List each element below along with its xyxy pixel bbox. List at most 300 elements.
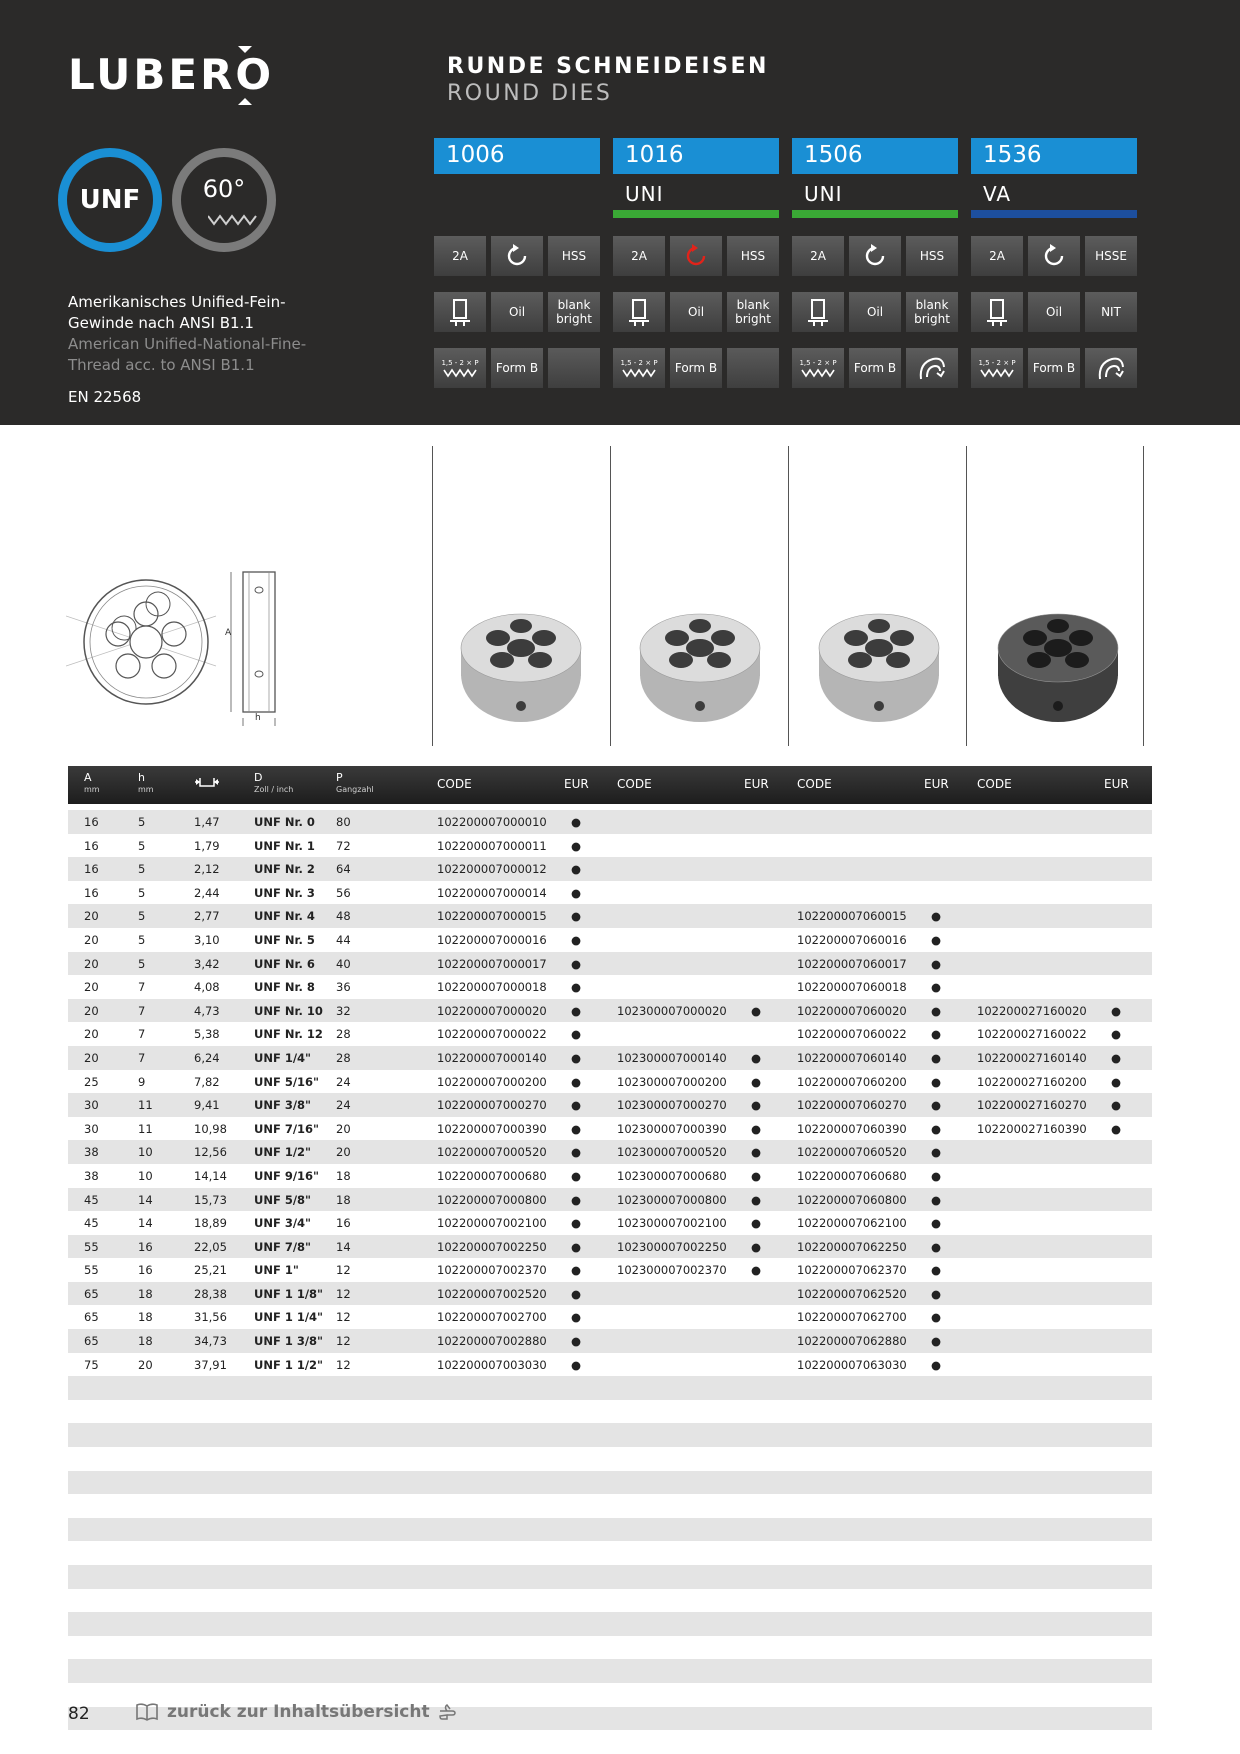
cell-d: UNF 1" bbox=[254, 1263, 299, 1278]
thread-profile-icon bbox=[208, 213, 258, 227]
cell-eur-1506: ● bbox=[931, 956, 942, 971]
table-row bbox=[68, 1282, 1152, 1306]
cell-code-1006: 102200007000012 bbox=[437, 862, 547, 877]
cell-code-1506: 102200007060680 bbox=[797, 1168, 907, 1183]
technical-drawing bbox=[66, 556, 316, 726]
cell-code-1536: 102200027160200 bbox=[977, 1074, 1087, 1089]
thread-pitch-icon bbox=[434, 348, 486, 388]
cell-code-1016: 102300007000800 bbox=[617, 1192, 727, 1207]
cell-width: 1,79 bbox=[194, 838, 220, 853]
empty-table-row bbox=[68, 1659, 1152, 1683]
cell-code-1006: 102200007002100 bbox=[437, 1216, 547, 1231]
cell-eur-1006: ● bbox=[571, 1003, 582, 1018]
cell-a: 16 bbox=[84, 815, 99, 829]
cell-width: 18,89 bbox=[194, 1216, 227, 1231]
cell-code-1006: 102200007000016 bbox=[437, 932, 547, 947]
cell-code-1506: 102200007060018 bbox=[797, 980, 907, 995]
cell-eur-1506: ● bbox=[931, 1357, 942, 1372]
die-holder-icon bbox=[971, 292, 1023, 332]
cell-d: UNF 1 1/2" bbox=[254, 1357, 324, 1372]
cell-code-1016: 102300007000520 bbox=[617, 1145, 727, 1160]
cell-eur-1006: ● bbox=[571, 862, 582, 877]
column-divider bbox=[610, 446, 611, 746]
description-en: American Unified-National-Fine-Thread acc. to ANSI B1.1 bbox=[68, 335, 307, 374]
pointing-hand-icon bbox=[438, 1703, 460, 1721]
cell-eur-1006: ● bbox=[571, 1239, 582, 1254]
cell-code-1006: 102200007002520 bbox=[437, 1286, 547, 1301]
cell-code-1536: 102200027160020 bbox=[977, 1003, 1087, 1018]
cell-h: 5 bbox=[138, 838, 146, 853]
cell-h: 5 bbox=[138, 956, 146, 971]
cell-width: 28,38 bbox=[194, 1286, 227, 1301]
width-across-icon bbox=[194, 776, 220, 791]
cell-a: 20 bbox=[84, 932, 99, 947]
empty-table-row bbox=[68, 1423, 1152, 1447]
cell-code-1006: 102200007000520 bbox=[437, 1145, 547, 1160]
cell-code-1006: 102200007000270 bbox=[437, 1098, 547, 1113]
cell-code-1506: 102200007062250 bbox=[797, 1239, 907, 1254]
property-label: NIT bbox=[1085, 292, 1137, 332]
property-label: 2A bbox=[434, 236, 486, 276]
cell-d: UNF 5/16" bbox=[254, 1074, 320, 1089]
cell-h: 16 bbox=[138, 1239, 153, 1254]
cell-d: UNF Nr. 8 bbox=[254, 980, 315, 995]
cell-eur-1006: ● bbox=[571, 1050, 582, 1065]
cell-eur-1506: ● bbox=[931, 1263, 942, 1278]
table-row bbox=[68, 952, 1152, 976]
empty-table-row bbox=[68, 1612, 1152, 1636]
cell-code-1006: 102200007000015 bbox=[437, 909, 547, 924]
cell-width: 9,41 bbox=[194, 1098, 220, 1113]
cell-a: 16 bbox=[84, 885, 99, 900]
cell-h: 5 bbox=[138, 862, 146, 877]
product-variant: UNI bbox=[804, 182, 843, 206]
table-body bbox=[68, 810, 1152, 1754]
cell-eur-1006: ● bbox=[571, 1121, 582, 1136]
empty-property-box bbox=[548, 348, 600, 388]
product-bar bbox=[971, 210, 1137, 218]
cell-code-1506: 102200007060390 bbox=[797, 1121, 907, 1136]
cell-eur-1506: ● bbox=[931, 1003, 942, 1018]
toc-link-label: zurück zur Inhaltsübersicht bbox=[167, 1702, 430, 1722]
cell-d: UNF Nr. 12 bbox=[254, 1027, 323, 1042]
cell-code-1506: 102200007062370 bbox=[797, 1263, 907, 1278]
round-die-image bbox=[816, 612, 942, 728]
cell-p: 40 bbox=[336, 956, 351, 971]
cell-eur-1536: ● bbox=[1111, 1121, 1122, 1136]
cell-h: 18 bbox=[138, 1334, 153, 1349]
cell-code-1506: 102200007063030 bbox=[797, 1357, 907, 1372]
property-label: blank bright bbox=[548, 292, 600, 332]
thread-pitch-icon bbox=[971, 348, 1023, 388]
empty-table-row bbox=[68, 1565, 1152, 1589]
cell-a: 38 bbox=[84, 1145, 99, 1160]
property-label: blank bright bbox=[906, 292, 958, 332]
cell-code-1016: 102300007000140 bbox=[617, 1050, 727, 1065]
cell-eur-1506: ● bbox=[931, 1168, 942, 1183]
cell-d: UNF 1 1/4" bbox=[254, 1310, 324, 1325]
cell-code-1506: 102200007060017 bbox=[797, 956, 907, 971]
header-eur-1006: EUR bbox=[564, 777, 589, 791]
cell-eur-1006: ● bbox=[571, 1357, 582, 1372]
cell-h: 7 bbox=[138, 1027, 146, 1042]
spiral-flute-icon bbox=[1085, 348, 1137, 388]
cell-width: 1,47 bbox=[194, 815, 220, 829]
cell-code-1006: 102200007000018 bbox=[437, 980, 547, 995]
cell-width: 2,44 bbox=[194, 885, 220, 900]
cell-p: 16 bbox=[336, 1216, 351, 1231]
table-header bbox=[68, 766, 1152, 804]
cell-code-1506: 102200007062880 bbox=[797, 1334, 907, 1349]
property-label: Oil bbox=[491, 292, 543, 332]
table-row bbox=[68, 1188, 1152, 1212]
cell-width: 31,56 bbox=[194, 1310, 227, 1325]
product-column-1506 bbox=[792, 138, 958, 218]
cell-p: 48 bbox=[336, 909, 351, 924]
product-number: 1016 bbox=[613, 138, 779, 174]
table-row bbox=[68, 1258, 1152, 1282]
property-label: Form B bbox=[670, 348, 722, 388]
cell-eur-1536: ● bbox=[1111, 1074, 1122, 1089]
die-holder-icon bbox=[434, 292, 486, 332]
table-row bbox=[68, 1093, 1152, 1117]
cell-eur-1506: ● bbox=[931, 980, 942, 995]
cell-eur-1506: ● bbox=[931, 1286, 942, 1301]
empty-table-row bbox=[68, 1471, 1152, 1495]
description-de: Amerikanisches Unified-Fein-Gewinde nach ANSI B1.1 bbox=[68, 293, 286, 332]
rotate-ccw-icon bbox=[1028, 236, 1080, 276]
cell-h: 16 bbox=[138, 1263, 153, 1278]
cell-eur-1016: ● bbox=[751, 1263, 762, 1278]
cell-d: UNF Nr. 5 bbox=[254, 932, 315, 947]
cell-a: 55 bbox=[84, 1239, 99, 1254]
cell-code-1536: 102200027160270 bbox=[977, 1098, 1087, 1113]
empty-table-row bbox=[68, 1730, 1152, 1754]
cell-h: 18 bbox=[138, 1310, 153, 1325]
round-die-image bbox=[995, 612, 1121, 728]
cell-code-1506: 102200007060140 bbox=[797, 1050, 907, 1065]
cell-p: 14 bbox=[336, 1239, 351, 1254]
brand-logo: LUBERO bbox=[68, 50, 275, 99]
cell-code-1006: 102200007000011 bbox=[437, 838, 547, 853]
cell-h: 14 bbox=[138, 1216, 153, 1231]
die-holder-icon bbox=[792, 292, 844, 332]
cell-width: 2,12 bbox=[194, 862, 220, 877]
cell-h: 5 bbox=[138, 909, 146, 924]
dimension-a-label: A bbox=[225, 628, 232, 638]
table-row bbox=[68, 1164, 1152, 1188]
cell-p: 32 bbox=[336, 1003, 351, 1018]
page-header bbox=[0, 0, 1240, 425]
table-row bbox=[68, 904, 1152, 928]
cell-eur-1506: ● bbox=[931, 1027, 942, 1042]
cell-code-1506: 102200007062520 bbox=[797, 1286, 907, 1301]
cell-d: UNF 1/4" bbox=[254, 1050, 312, 1065]
cell-d: UNF 1 1/8" bbox=[254, 1286, 324, 1301]
cell-eur-1016: ● bbox=[751, 1121, 762, 1136]
column-divider bbox=[432, 446, 433, 746]
cell-eur-1506: ● bbox=[931, 1050, 942, 1065]
property-label: HSS bbox=[548, 236, 600, 276]
cell-d: UNF 1/2" bbox=[254, 1145, 312, 1160]
thread-angle-label: 60° bbox=[202, 175, 246, 203]
cell-code-1006: 102200007002250 bbox=[437, 1239, 547, 1254]
cell-width: 3,10 bbox=[194, 932, 220, 947]
empty-table-row bbox=[68, 1589, 1152, 1613]
cell-p: 18 bbox=[336, 1168, 351, 1183]
cell-eur-1006: ● bbox=[571, 815, 582, 829]
cell-eur-1006: ● bbox=[571, 956, 582, 971]
cell-code-1016: 102300007002250 bbox=[617, 1239, 727, 1254]
table-row bbox=[68, 881, 1152, 905]
cell-eur-1006: ● bbox=[571, 838, 582, 853]
cell-code-1536: 102200027160390 bbox=[977, 1121, 1087, 1136]
thread-pitch-icon bbox=[613, 348, 665, 388]
cell-h: 10 bbox=[138, 1168, 153, 1183]
table-row bbox=[68, 1235, 1152, 1259]
cell-eur-1006: ● bbox=[571, 1145, 582, 1160]
book-icon bbox=[135, 1702, 159, 1722]
page-number: 82 bbox=[68, 1704, 90, 1724]
rotate-ccw-icon bbox=[849, 236, 901, 276]
product-variant bbox=[434, 174, 600, 210]
empty-table-row bbox=[68, 1636, 1152, 1660]
cell-eur-1006: ● bbox=[571, 1216, 582, 1231]
cell-a: 65 bbox=[84, 1310, 99, 1325]
cell-eur-1506: ● bbox=[931, 1074, 942, 1089]
cell-p: 20 bbox=[336, 1121, 351, 1136]
product-column-1006 bbox=[434, 138, 600, 218]
table-row bbox=[68, 1117, 1152, 1141]
cell-d: UNF Nr. 10 bbox=[254, 1003, 323, 1018]
cell-code-1536: 102200027160140 bbox=[977, 1050, 1087, 1065]
page-title-de: RUNDE SCHNEIDEISEN bbox=[447, 54, 769, 79]
header-eur-1506: EUR bbox=[924, 777, 949, 791]
cell-eur-1016: ● bbox=[751, 1145, 762, 1160]
cell-width: 3,42 bbox=[194, 956, 220, 971]
cell-p: 24 bbox=[336, 1074, 351, 1089]
cell-code-1006: 102200007000800 bbox=[437, 1192, 547, 1207]
cell-code-1006: 102200007000022 bbox=[437, 1027, 547, 1042]
product-bar bbox=[434, 210, 600, 218]
thread-type-label: UNF bbox=[79, 185, 141, 215]
cell-eur-1536: ● bbox=[1111, 1027, 1122, 1042]
property-label: Oil bbox=[670, 292, 722, 332]
cell-eur-1016: ● bbox=[751, 1074, 762, 1089]
cell-width: 14,14 bbox=[194, 1168, 227, 1183]
cell-eur-1016: ● bbox=[751, 1098, 762, 1113]
cell-eur-1506: ● bbox=[931, 1216, 942, 1231]
cell-code-1016: 102300007000390 bbox=[617, 1121, 727, 1136]
property-label: Form B bbox=[1028, 348, 1080, 388]
cell-p: 12 bbox=[336, 1286, 351, 1301]
cell-p: 12 bbox=[336, 1334, 351, 1349]
cell-h: 5 bbox=[138, 885, 146, 900]
cell-eur-1006: ● bbox=[571, 1027, 582, 1042]
toc-link[interactable] bbox=[135, 1702, 460, 1722]
cell-d: UNF Nr. 3 bbox=[254, 885, 315, 900]
cell-a: 30 bbox=[84, 1098, 99, 1113]
header-code-1016: CODE bbox=[617, 777, 652, 791]
cell-a: 38 bbox=[84, 1168, 99, 1183]
cell-code-1016: 102300007002100 bbox=[617, 1216, 727, 1231]
cell-eur-1006: ● bbox=[571, 1310, 582, 1325]
cell-a: 55 bbox=[84, 1263, 99, 1278]
column-divider bbox=[1143, 446, 1144, 746]
cell-width: 22,05 bbox=[194, 1239, 227, 1254]
header-p: P Gangzahl bbox=[336, 771, 374, 794]
product-number: 1506 bbox=[792, 138, 958, 174]
cell-p: 80 bbox=[336, 815, 351, 829]
cell-p: 36 bbox=[336, 980, 351, 995]
thread-angle-badge bbox=[172, 148, 276, 252]
cell-code-1006: 102200007000680 bbox=[437, 1168, 547, 1183]
property-label: Oil bbox=[849, 292, 901, 332]
cell-d: UNF 7/8" bbox=[254, 1239, 312, 1254]
cell-code-1006: 102200007000014 bbox=[437, 885, 547, 900]
cell-code-1506: 102200007060800 bbox=[797, 1192, 907, 1207]
cell-width: 5,38 bbox=[194, 1027, 220, 1042]
empty-table-row bbox=[68, 1541, 1152, 1565]
cell-eur-1536: ● bbox=[1111, 1003, 1122, 1018]
cell-h: 5 bbox=[138, 932, 146, 947]
cell-p: 12 bbox=[336, 1310, 351, 1325]
cell-eur-1006: ● bbox=[571, 909, 582, 924]
cell-code-1016: 102300007000270 bbox=[617, 1098, 727, 1113]
cell-eur-1506: ● bbox=[931, 1121, 942, 1136]
column-divider bbox=[788, 446, 789, 746]
cell-eur-1006: ● bbox=[571, 1098, 582, 1113]
cell-code-1006: 102200007000010 bbox=[437, 815, 547, 829]
property-label: Form B bbox=[849, 348, 901, 388]
property-label: Form B bbox=[491, 348, 543, 388]
cell-h: 9 bbox=[138, 1074, 146, 1089]
product-number: 1536 bbox=[971, 138, 1137, 174]
cell-a: 16 bbox=[84, 862, 99, 877]
header-code-1536: CODE bbox=[977, 777, 1012, 791]
cell-code-1016: 102300007000680 bbox=[617, 1168, 727, 1183]
cell-p: 28 bbox=[336, 1027, 351, 1042]
empty-table-row bbox=[68, 1376, 1152, 1400]
pitch-label: 1,5 - 2 × P bbox=[978, 358, 1016, 367]
cell-eur-1016: ● bbox=[751, 1168, 762, 1183]
cell-eur-1536: ● bbox=[1111, 1098, 1122, 1113]
cell-width: 34,73 bbox=[194, 1334, 227, 1349]
cell-d: UNF Nr. 0 bbox=[254, 815, 315, 829]
table-row bbox=[68, 999, 1152, 1023]
cell-a: 20 bbox=[84, 1050, 99, 1065]
cell-p: 72 bbox=[336, 838, 351, 853]
dimension-h-label: h bbox=[255, 713, 261, 723]
product-bar bbox=[792, 210, 958, 218]
table-row bbox=[68, 1329, 1152, 1353]
empty-property-box bbox=[727, 348, 779, 388]
pitch-label: 1,5 - 2 × P bbox=[441, 358, 479, 367]
table-row bbox=[68, 1022, 1152, 1046]
empty-table-row bbox=[68, 1400, 1152, 1424]
cell-eur-1536: ● bbox=[1111, 1050, 1122, 1065]
cell-a: 16 bbox=[84, 838, 99, 853]
header-code-1506: CODE bbox=[797, 777, 832, 791]
table-row bbox=[68, 975, 1152, 999]
cell-eur-1506: ● bbox=[931, 1310, 942, 1325]
cell-a: 65 bbox=[84, 1334, 99, 1349]
cell-d: UNF 3/8" bbox=[254, 1098, 312, 1113]
empty-table-row bbox=[68, 1518, 1152, 1542]
cell-eur-1006: ● bbox=[571, 1263, 582, 1278]
cell-code-1506: 102200007060016 bbox=[797, 932, 907, 947]
product-variant: UNI bbox=[625, 182, 664, 206]
cell-code-1506: 102200007060015 bbox=[797, 909, 907, 924]
cell-code-1006: 102200007002370 bbox=[437, 1263, 547, 1278]
cell-d: UNF Nr. 6 bbox=[254, 956, 315, 971]
table-row bbox=[68, 928, 1152, 952]
cell-p: 28 bbox=[336, 1050, 351, 1065]
property-label: 2A bbox=[613, 236, 665, 276]
cell-width: 6,24 bbox=[194, 1050, 220, 1065]
table-row bbox=[68, 1211, 1152, 1235]
rotate-ccw-icon bbox=[491, 236, 543, 276]
cell-h: 5 bbox=[138, 815, 146, 829]
cell-width: 2,77 bbox=[194, 909, 220, 924]
header-a: A mm bbox=[84, 771, 100, 794]
pitch-label: 1,5 - 2 × P bbox=[620, 358, 658, 367]
table-row bbox=[68, 1046, 1152, 1070]
product-column-1536 bbox=[971, 138, 1137, 218]
cell-code-1006: 102200007000390 bbox=[437, 1121, 547, 1136]
cell-h: 20 bbox=[138, 1357, 153, 1372]
property-label: Oil bbox=[1028, 292, 1080, 332]
cell-code-1506: 102200007062100 bbox=[797, 1216, 907, 1231]
cell-h: 7 bbox=[138, 1050, 146, 1065]
cell-eur-1006: ● bbox=[571, 1074, 582, 1089]
round-die-image bbox=[458, 612, 584, 728]
cell-eur-1006: ● bbox=[571, 1334, 582, 1349]
cell-p: 20 bbox=[336, 1145, 351, 1160]
cell-d: UNF 1 3/8" bbox=[254, 1334, 324, 1349]
cell-code-1006: 102200007000017 bbox=[437, 956, 547, 971]
cell-code-1006: 102200007000200 bbox=[437, 1074, 547, 1089]
page-title-en: ROUND DIES bbox=[447, 81, 613, 106]
cell-a: 75 bbox=[84, 1357, 99, 1372]
cell-code-1006: 102200007002880 bbox=[437, 1334, 547, 1349]
cell-eur-1006: ● bbox=[571, 1192, 582, 1207]
cell-eur-1016: ● bbox=[751, 1216, 762, 1231]
cell-a: 45 bbox=[84, 1216, 99, 1231]
cell-code-1006: 102200007002700 bbox=[437, 1310, 547, 1325]
cell-eur-1016: ● bbox=[751, 1192, 762, 1207]
cell-d: UNF 7/16" bbox=[254, 1121, 320, 1136]
cell-eur-1506: ● bbox=[931, 1334, 942, 1349]
cell-a: 30 bbox=[84, 1121, 99, 1136]
cell-a: 45 bbox=[84, 1192, 99, 1207]
cell-width: 12,56 bbox=[194, 1145, 227, 1160]
cell-eur-1016: ● bbox=[751, 1239, 762, 1254]
cell-p: 24 bbox=[336, 1098, 351, 1113]
cell-eur-1506: ● bbox=[931, 932, 942, 947]
cell-eur-1006: ● bbox=[571, 980, 582, 995]
thread-pitch-icon bbox=[792, 348, 844, 388]
cell-code-1016: 102300007000020 bbox=[617, 1003, 727, 1018]
header-h: h mm bbox=[138, 771, 154, 794]
cell-code-1006: 102200007003030 bbox=[437, 1357, 547, 1372]
cell-eur-1506: ● bbox=[931, 1192, 942, 1207]
cell-code-1506: 102200007062700 bbox=[797, 1310, 907, 1325]
table-row bbox=[68, 1140, 1152, 1164]
header-eur-1016: EUR bbox=[744, 777, 769, 791]
cell-h: 11 bbox=[138, 1121, 153, 1136]
cell-h: 7 bbox=[138, 980, 146, 995]
